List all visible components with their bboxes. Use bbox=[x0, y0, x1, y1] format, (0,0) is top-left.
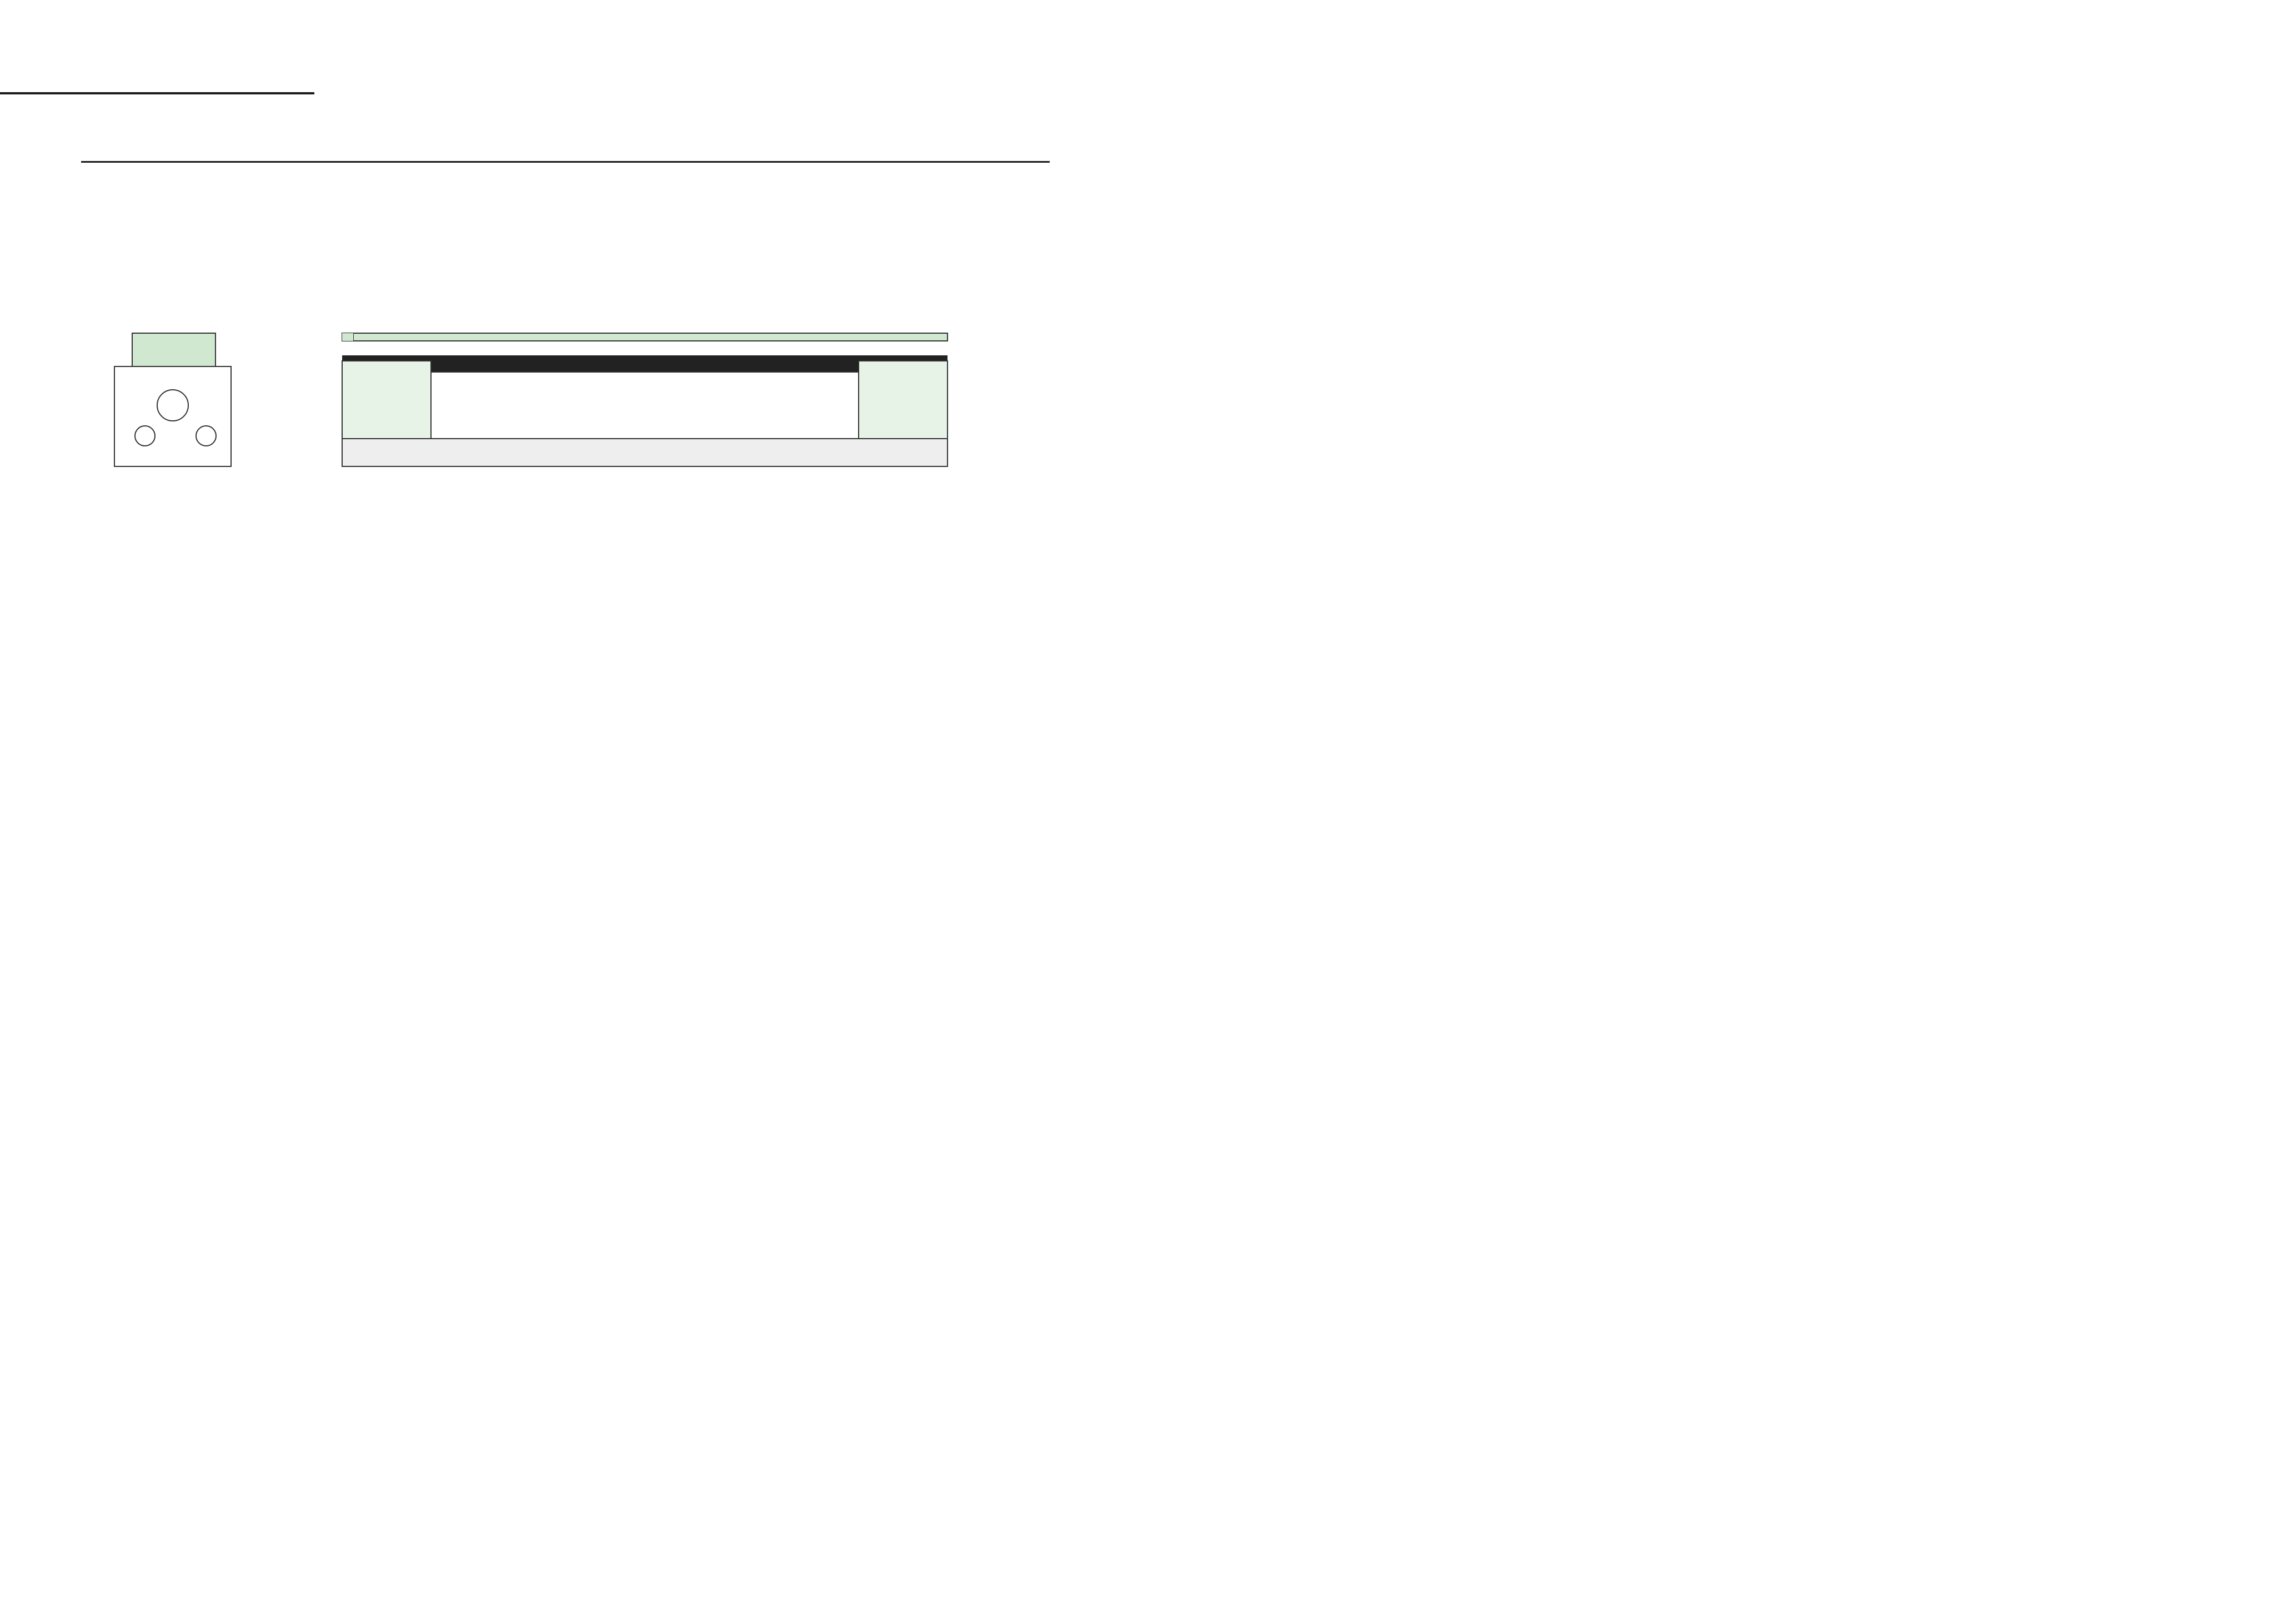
title-rule bbox=[0, 92, 314, 94]
belt bbox=[342, 355, 948, 373]
left-structure-drawing bbox=[81, 194, 1050, 572]
end-view-body bbox=[114, 366, 231, 466]
section-rule bbox=[81, 161, 1050, 163]
left-page-title bbox=[81, 49, 87, 97]
